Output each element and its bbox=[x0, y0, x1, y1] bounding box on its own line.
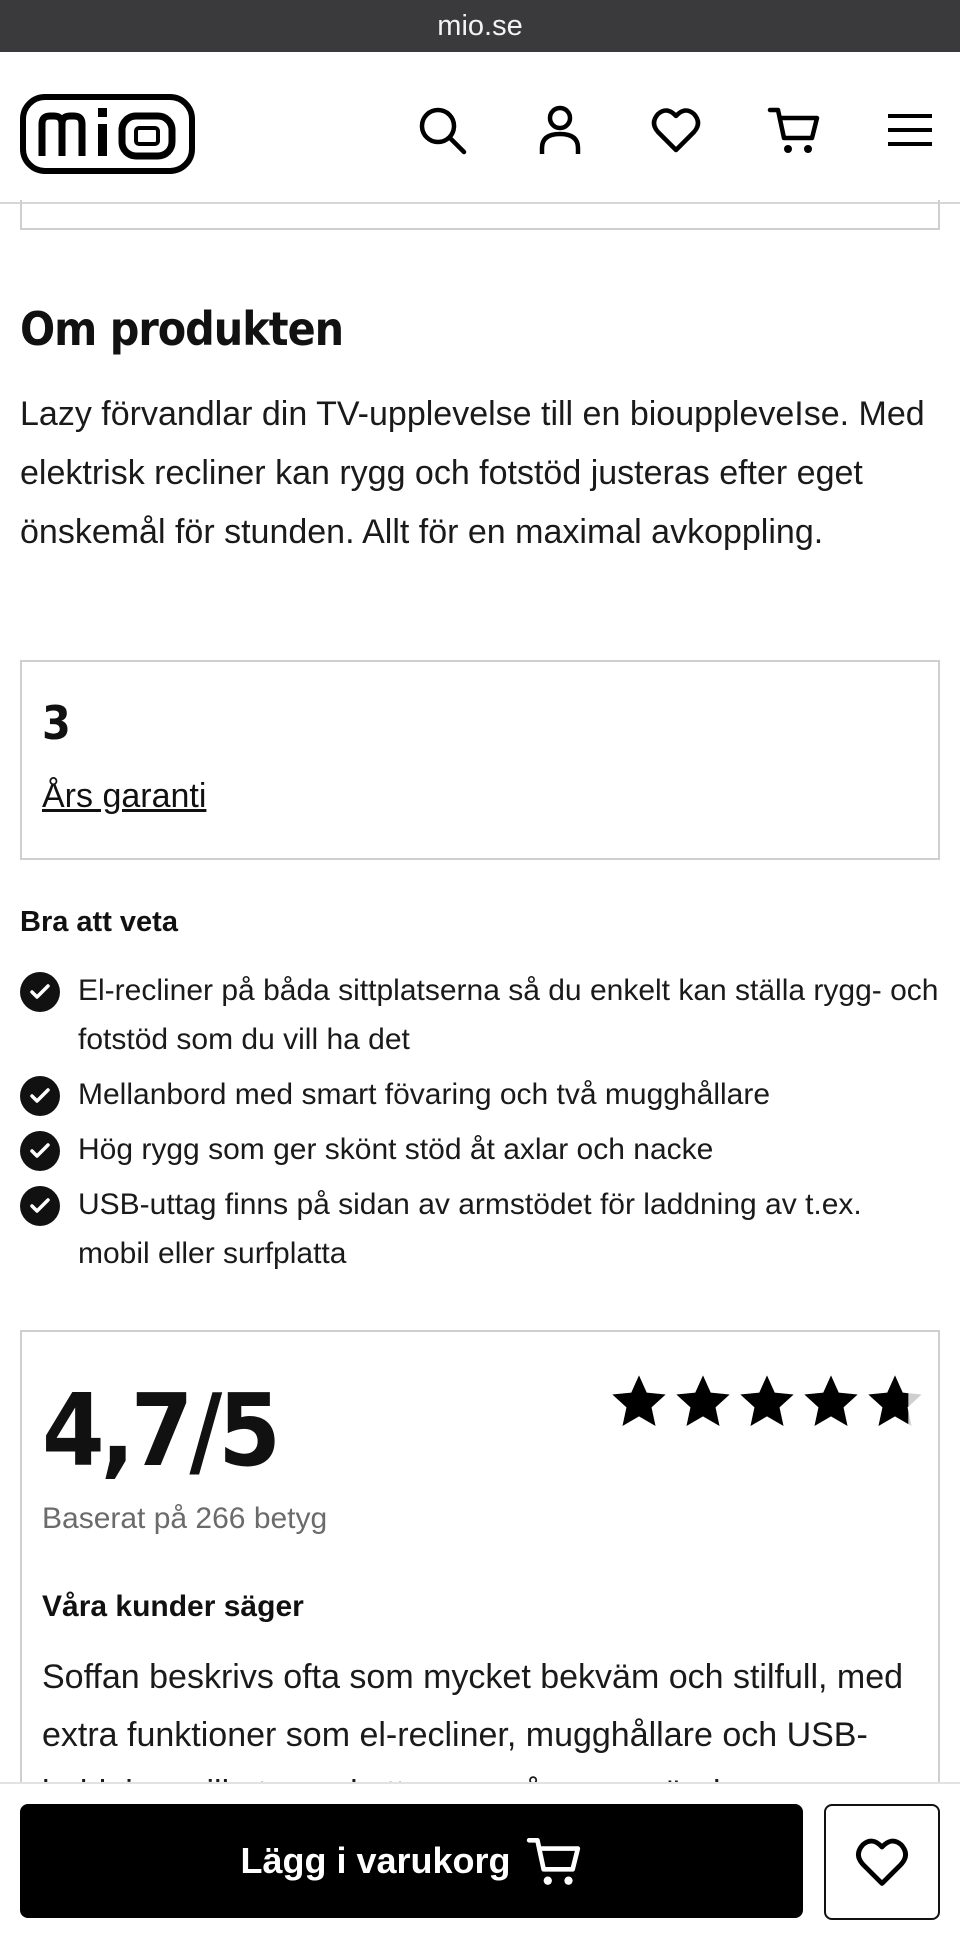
good-to-know-title: Bra att veta bbox=[20, 906, 178, 938]
cart-icon bbox=[525, 1832, 583, 1890]
add-to-cart-label: Lägg i varukorg bbox=[240, 1840, 511, 1881]
warranty-box bbox=[20, 660, 940, 860]
star-icon bbox=[607, 1370, 671, 1434]
previous-section-box bbox=[20, 200, 940, 230]
list-item-text: Mellanbord med smart fövaring och två mugghållare bbox=[78, 1078, 771, 1111]
star-icon bbox=[735, 1370, 799, 1434]
customers-say-title: Våra kunder säger bbox=[42, 1590, 304, 1623]
check-icon bbox=[20, 972, 60, 1012]
star-icon bbox=[671, 1370, 735, 1434]
list-item-text: USB-uttag finns på sidan av armstödet för laddning av t.ex. mobil eller surfplatta bbox=[78, 1188, 862, 1270]
browser-url-bar[interactable] bbox=[0, 0, 960, 52]
heart-icon[interactable] bbox=[646, 100, 706, 160]
rating-box bbox=[20, 1330, 940, 1810]
check-icon bbox=[20, 1131, 60, 1171]
mio-logo[interactable] bbox=[20, 94, 195, 174]
star-rating bbox=[607, 1370, 927, 1434]
site-header bbox=[0, 52, 960, 204]
list-item bbox=[20, 1184, 940, 1278]
customers-say-text: Soffan beskrivs ofta som mycket bekväm och stilfull, med extra funktioner som el-recliner, mugghållare och USB- bbox=[42, 1658, 904, 1754]
heart-icon bbox=[852, 1832, 912, 1892]
search-icon[interactable] bbox=[412, 100, 472, 160]
list-item-text: El-recliner på båda sittplatserna så du enkelt kan ställa rygg- och fotstöd som du vill ha det bbox=[78, 974, 939, 1056]
rating-score: 4,7/5 bbox=[42, 1372, 277, 1489]
list-item bbox=[20, 1074, 940, 1119]
add-to-cart-button[interactable] bbox=[20, 1804, 803, 1918]
about-description: Lazy förvandlar din TV-upplevelse till en biouppleveIse. Med elektrisk recliner kan rygg och fotstöd justeras efter eget önskemål för stunden. Allt för en maximal avkoppling. bbox=[20, 395, 925, 551]
warranty-years: 3 bbox=[42, 696, 71, 750]
check-icon bbox=[20, 1186, 60, 1226]
wishlist-button[interactable] bbox=[824, 1804, 940, 1920]
star-icon bbox=[799, 1370, 863, 1434]
about-title: Om produkten bbox=[20, 302, 344, 356]
warranty-link[interactable]: Års garanti bbox=[42, 777, 207, 815]
cart-icon[interactable] bbox=[764, 100, 824, 160]
url-text: mio.se bbox=[437, 9, 523, 42]
sticky-bottom-bar bbox=[0, 1782, 960, 1940]
list-item-text: Hög rygg som ger skönt stöd åt axlar och nacke bbox=[78, 1133, 714, 1166]
list-item bbox=[20, 970, 940, 1064]
menu-icon[interactable] bbox=[880, 100, 940, 160]
list-item bbox=[20, 1129, 940, 1174]
account-icon[interactable] bbox=[530, 100, 590, 160]
check-icon bbox=[20, 1076, 60, 1116]
rating-basis: Baserat på 266 betyg bbox=[42, 1502, 328, 1535]
star-partial-icon bbox=[863, 1370, 927, 1434]
good-to-know-list bbox=[20, 970, 940, 1288]
